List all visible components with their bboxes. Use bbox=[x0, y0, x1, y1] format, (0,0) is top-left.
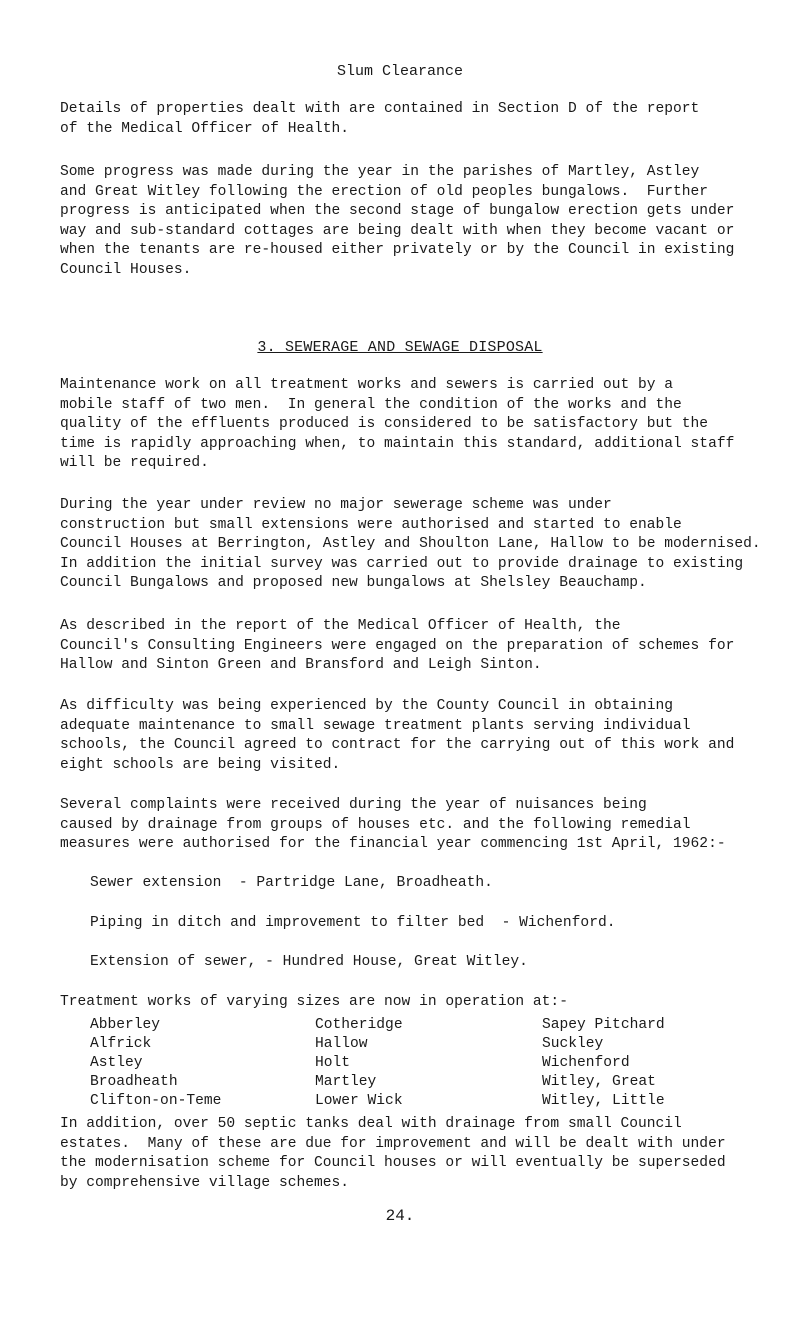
treatment-works-column-1 bbox=[90, 1016, 221, 1111]
list-item: Lower Wick bbox=[315, 1093, 403, 1109]
text-line: Council's Consulting Engineers were engaged on the preparation of schemes for bbox=[60, 637, 735, 654]
paragraph-complaints bbox=[60, 796, 760, 855]
text-line: Council Houses at Berrington, Astley and Shoulton Lane, Hallow to be modernised. bbox=[60, 536, 761, 553]
paragraph-consulting-engineers bbox=[60, 617, 760, 676]
text-line: As described in the report of the Medical Officer of Health, the bbox=[60, 618, 621, 634]
text-line: In addition, over 50 septic tanks deal with drainage from small Council bbox=[60, 1116, 682, 1132]
text-line: progress is anticipated when the second stage of bungalow erection gets under bbox=[60, 203, 735, 220]
text-line: way and sub-standard cottages are being dealt with when they become vacant or bbox=[60, 222, 735, 239]
text-line: time is rapidly approaching when, to maintain this standard, additional staff bbox=[60, 435, 735, 452]
list-item: Abberley bbox=[90, 1017, 161, 1033]
list-item: Holt bbox=[315, 1055, 351, 1071]
text-line: As difficulty was being experienced by the County Council in obtaining bbox=[60, 698, 674, 714]
text-line: Several complaints were received during the year of nuisances being bbox=[60, 797, 647, 813]
list-item: Wichenford bbox=[542, 1055, 630, 1071]
text-line: mobile staff of two men. In general the condition of the works and the bbox=[60, 396, 682, 413]
list-item: Sapey Pitchard bbox=[542, 1017, 665, 1033]
measure-item: Extension of sewer, - Hundred House, Great Witley. bbox=[90, 954, 528, 970]
text-line: the modernisation scheme for Council houses or will eventually be superseded bbox=[60, 1155, 726, 1172]
text-line: by comprehensive village schemes. bbox=[60, 1174, 350, 1191]
text-line: when the tenants are re-housed either privately or by the Council in existing bbox=[60, 242, 735, 259]
treatment-works-intro bbox=[60, 993, 760, 1013]
list-item: Witley, Great bbox=[542, 1074, 656, 1090]
text-line: eight schools are being visited. bbox=[60, 756, 341, 773]
text-line: measures were authorised for the financial year commencing 1st April, 1962:- bbox=[60, 836, 726, 853]
text-line: caused by drainage from groups of houses etc. and the following remedial bbox=[60, 816, 691, 833]
list-item: Cotheridge bbox=[315, 1017, 403, 1033]
paragraph-septic-tanks bbox=[60, 1115, 760, 1193]
text-line: Council Bungalows and proposed new bungalows at Shelsley Beauchamp. bbox=[60, 575, 647, 592]
text-line: Maintenance work on all treatment works and sewers is carried out by a bbox=[60, 377, 674, 393]
list-item: Alfrick bbox=[90, 1036, 152, 1052]
paragraph-maintenance bbox=[60, 376, 760, 474]
paragraph-slum-details bbox=[60, 100, 760, 139]
measure-item: Sewer extension - Partridge Lane, Broadheath. bbox=[90, 875, 493, 891]
treatment-works-column-3 bbox=[542, 1016, 665, 1111]
list-item: Hallow bbox=[315, 1036, 368, 1052]
text-line: quality of the effluents produced is considered to be satisfactory but the bbox=[60, 416, 709, 433]
list-item: Astley bbox=[90, 1055, 143, 1071]
text-line: Hallow and Sinton Green and Bransford and Leigh Sinton. bbox=[60, 657, 542, 674]
list-item: Witley, Little bbox=[542, 1093, 665, 1109]
page-number: 24. bbox=[385, 1207, 415, 1225]
text-line: of the Medical Officer of Health. bbox=[60, 120, 350, 137]
treatment-works-column-2 bbox=[315, 1016, 403, 1111]
section-heading-sewerage: 3. SEWERAGE AND SEWAGE DISPOSAL bbox=[257, 339, 543, 356]
paragraph-school-plants bbox=[60, 697, 760, 775]
text-line: construction but small extensions were authorised and started to enable bbox=[60, 516, 682, 533]
text-line: During the year under review no major sewerage scheme was under bbox=[60, 497, 612, 513]
measure-item: Piping in ditch and improvement to filter bed - Wichenford. bbox=[90, 915, 616, 931]
paragraph-sewerage-scheme bbox=[60, 496, 760, 594]
text-line: Treatment works of varying sizes are now in operation at:- bbox=[60, 994, 568, 1010]
text-line: will be required. bbox=[60, 455, 209, 472]
text-line: Council Houses. bbox=[60, 261, 192, 278]
section-heading-slum-clearance: Slum Clearance bbox=[336, 63, 464, 80]
text-line: estates. Many of these are due for improvement and will be dealt with under bbox=[60, 1135, 726, 1152]
text-line: In addition the initial survey was carried out to provide drainage to existing bbox=[60, 555, 744, 572]
text-line: adequate maintenance to small sewage treatment plants serving individual bbox=[60, 717, 691, 734]
list-item: Suckley bbox=[542, 1036, 604, 1052]
text-line: Details of properties dealt with are contained in Section D of the report bbox=[60, 101, 700, 117]
list-item: Broadheath bbox=[90, 1074, 178, 1090]
text-line: and Great Witley following the erection of old peoples bungalows. Further bbox=[60, 183, 709, 200]
text-line: schools, the Council agreed to contract for the carrying out of this work and bbox=[60, 737, 735, 754]
list-item: Clifton-on-Teme bbox=[90, 1093, 222, 1109]
paragraph-slum-progress bbox=[60, 163, 760, 281]
text-line: Some progress was made during the year in the parishes of Martley, Astley bbox=[60, 164, 700, 180]
list-item: Martley bbox=[315, 1074, 377, 1090]
